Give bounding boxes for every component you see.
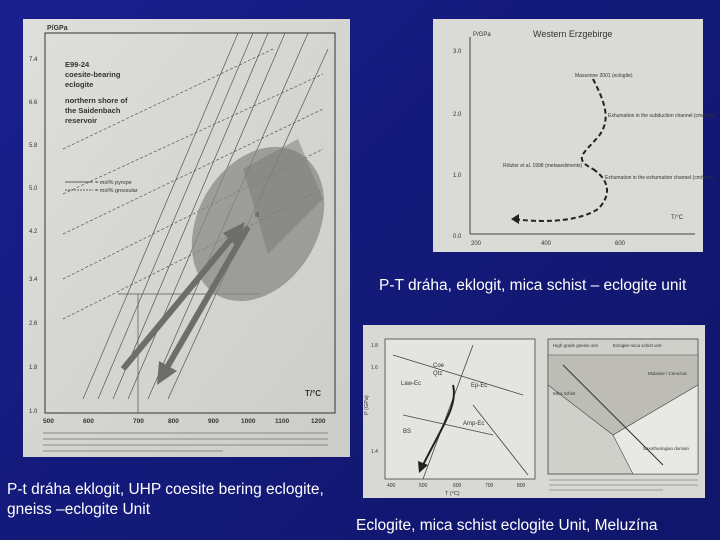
bottom-chart-svg	[363, 325, 705, 498]
title-line: eclogite	[65, 80, 94, 89]
x-tick: 600	[453, 483, 462, 489]
annotation: Exhumation in the subduction channel (cm/year)	[608, 113, 716, 119]
x-tick: 400	[541, 241, 552, 247]
x-tick: 700	[133, 418, 144, 425]
y-tick: 3.0	[453, 49, 462, 55]
left-y-axis-label: P/GPa	[47, 25, 68, 32]
field-label: Amp-Ec	[463, 421, 485, 427]
x-tick: 400	[387, 483, 396, 489]
section-label: Molasse / Cenozoic	[648, 371, 688, 376]
y-tick: 2.6	[29, 321, 38, 327]
y-tick: 1.4	[371, 449, 378, 455]
legend-entry: = mol% grossular	[95, 188, 138, 194]
annotation: Exhumation in the exhumation channel (cm/year)	[605, 175, 714, 181]
field-label: Coe	[433, 363, 445, 369]
y-tick: 5.8	[29, 143, 38, 149]
y-tick: 7.4	[29, 57, 38, 63]
zone-label: II	[255, 212, 259, 219]
y-tick: 1.0	[453, 173, 462, 179]
y-tick: 0.0	[453, 234, 462, 240]
x-tick: 800	[517, 483, 526, 489]
subtitle-line: the Saidenbach	[65, 106, 121, 115]
y-tick: 1.0	[29, 409, 38, 415]
field-label: Qtz	[433, 371, 443, 377]
x-tick: 600	[83, 418, 94, 425]
section-label: Mica schist	[553, 391, 576, 396]
section-label: High grade gneiss unit	[553, 343, 598, 348]
left-x-axis-label: T/°C	[305, 389, 322, 398]
field-label: Ep-Ec	[471, 383, 488, 389]
right-chart-photo	[433, 19, 716, 252]
x-tick: 500	[43, 418, 54, 425]
y-tick: 2.0	[453, 112, 462, 118]
bottom-chart-photo	[363, 325, 705, 498]
title-line: coesite-bearing	[65, 70, 121, 79]
x-tick: 1000	[241, 418, 256, 425]
caption-bottom-left: P-t dráha eklogit, UHP coesite bering eclogite, gneiss –eclogite Unit	[7, 481, 324, 518]
caption-bottom-right: Eclogite, mica schist eclogite Unit, Meluzína	[356, 517, 658, 534]
annotation: Massonne 2001 (eclogite)	[575, 73, 633, 79]
left-chart-photo	[23, 19, 350, 457]
x-tick: 800	[168, 418, 179, 425]
y-tick: 3.4	[29, 277, 38, 283]
bottom-x-label: T (°C)	[445, 491, 460, 497]
left-chart-svg	[23, 19, 350, 457]
x-tick: 500	[419, 483, 428, 489]
y-tick: 5.0	[29, 186, 38, 192]
title-line: E99-24	[65, 60, 90, 69]
y-tick: 1.8	[29, 365, 38, 371]
subtitle-line: northern shore of	[65, 96, 128, 105]
right-x-label: T/°C	[671, 215, 684, 221]
subtitle-line: reservoir	[65, 116, 98, 125]
field-label: Law-Ec	[401, 381, 422, 387]
right-chart-title: Western Erzgebirge	[533, 29, 613, 39]
pt-subplot	[385, 339, 535, 479]
y-tick: 1.6	[371, 365, 378, 371]
y-tick: 6.6	[29, 100, 38, 106]
caption-top-right: P-T dráha, eklogit, mica schist – eclogite unit	[379, 277, 687, 294]
right-y-label: P/GPa	[473, 32, 491, 38]
x-tick: 600	[615, 241, 626, 247]
annotation: Rötzler et al. 1998 (metasediments)	[503, 163, 583, 169]
bottom-y-label: P (GPa)	[364, 395, 370, 415]
y-tick: 4.2	[29, 229, 38, 235]
x-tick: 200	[471, 241, 482, 247]
x-tick: 700	[485, 483, 494, 489]
y-tick: 1.8	[371, 343, 378, 349]
x-tick: 1100	[275, 418, 290, 425]
x-tick: 900	[208, 418, 219, 425]
right-chart-svg	[433, 19, 716, 252]
field-label: BS	[403, 429, 412, 435]
x-tick: 1200	[311, 418, 326, 425]
legend-entry: = mol% pyrope	[95, 180, 132, 186]
section-label: Saxothuringian domain	[643, 446, 690, 451]
section-label: Eclogite-mica schist unit	[613, 343, 662, 348]
